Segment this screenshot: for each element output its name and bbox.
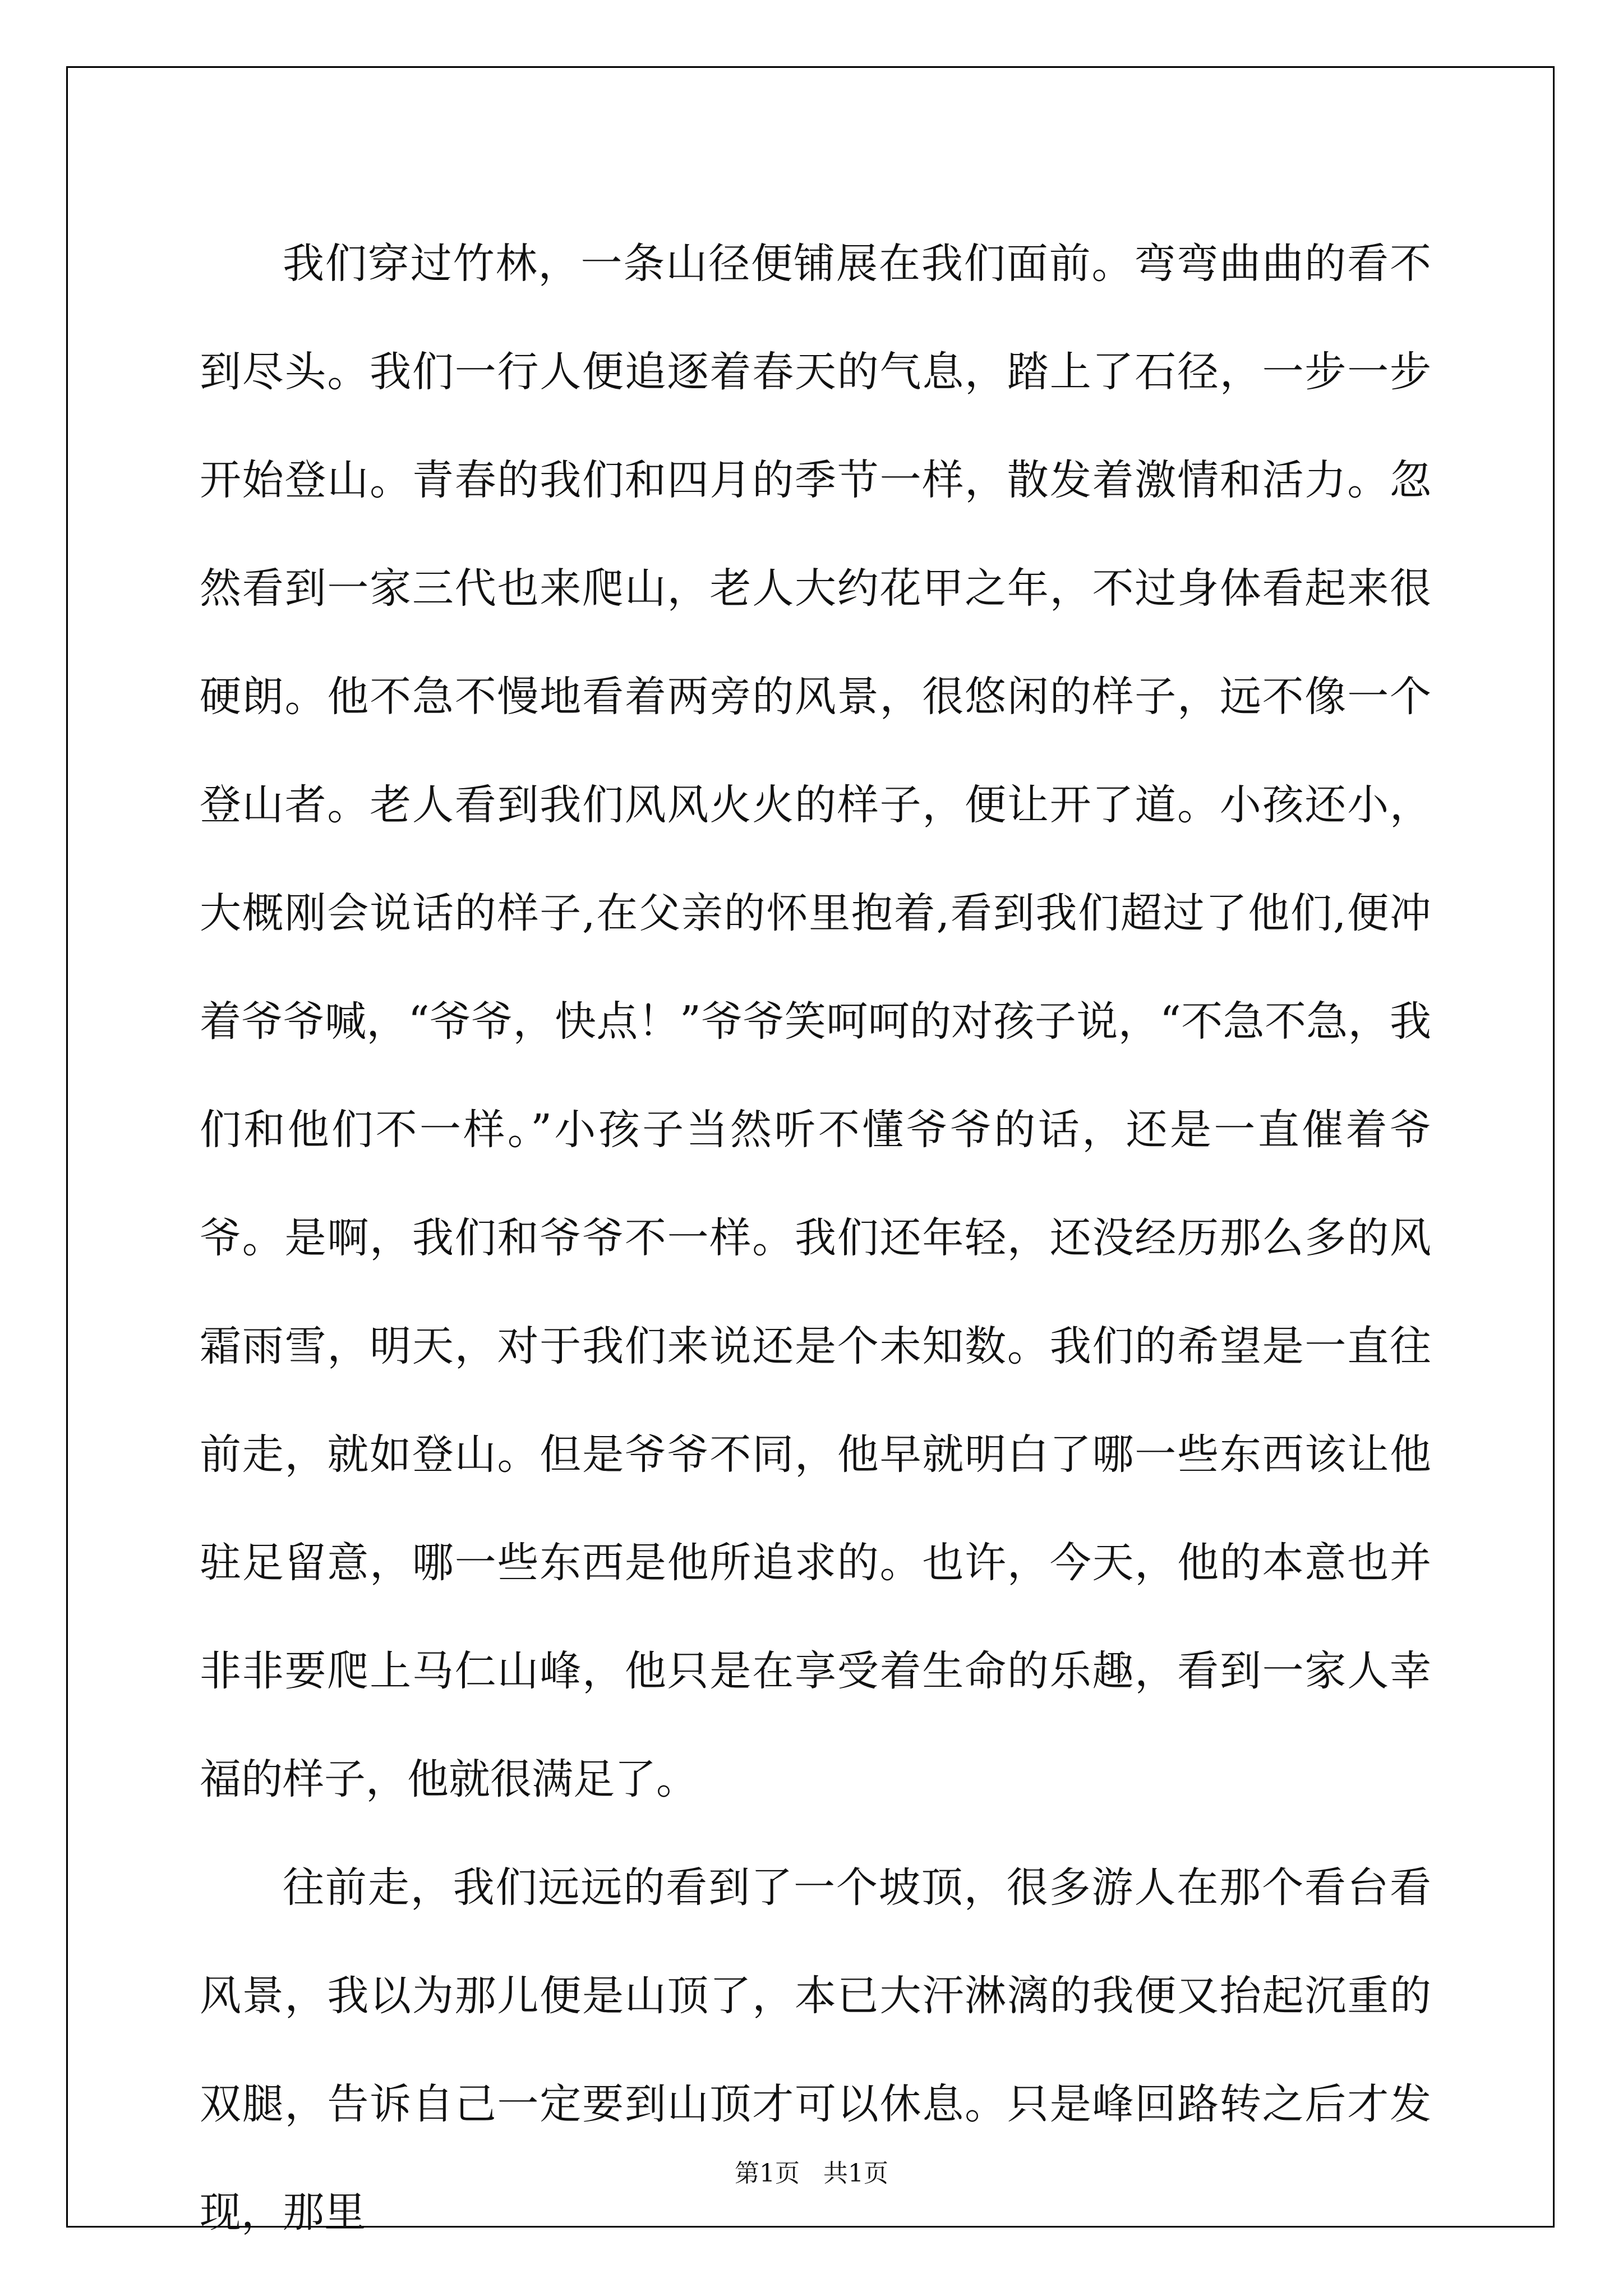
page-total: 共1页 xyxy=(823,2159,888,2188)
document-body xyxy=(200,210,1431,2267)
page-number: 第1页 xyxy=(735,2159,800,2188)
page-footer xyxy=(0,2157,1623,2191)
paragraph-1: 我们穿过竹林，一条山径便铺展在我们面前。弯弯曲曲的看不到尽头。我们一行人便追逐着春天的气息，踏上了石径，一步一步开始登山。青春的我们和四月的季节一样，散发着激情和活力。忽然看到一家三代也来爬山，老人大约花甲之年，不过身体看起来很硬朗。他不急不慢地看着两旁的风景，很悠闲的样子，远不像一个登山者。老人看到我们风风火火的样子，便让开了道。小孩还小，大概刚会说话的样子,在父亲的怀里抱着,看到我们超过了他们,便冲着爷爷喊，“爷爷，快点！”爷爷笑呵呵的对孩子说，“不急不急，我们和他们不一样。”小孩子当然听不懂爷爷的话，还是一直催着爷爷。是啊，我们和爷爷不一样。我们还年轻，还没经历那么多的风霜雨雪，明天，对于我们来说还是个未知数。我们的希望是一直往前走，就如登山。但是爷爷不同，他早就明白了哪一些东西该让他驻足留意，哪一些东西是他所追求的。也许，今天，他的本意也并非非要爬上马仁山峰，他只是在享受着生命的乐趣，看到一家人幸福的样子，他就很满足了。 xyxy=(200,240,1431,1803)
paragraph-2: 往前走，我们远远的看到了一个坡顶，很多游人在那个看台看风景，我以为那儿便是山顶了，本已大汗淋漓的我便又抬起沉重的双腿，告诉自己一定要到山顶才可以休息。只是峰回路转之后才发现，那里 xyxy=(200,1864,1431,2237)
